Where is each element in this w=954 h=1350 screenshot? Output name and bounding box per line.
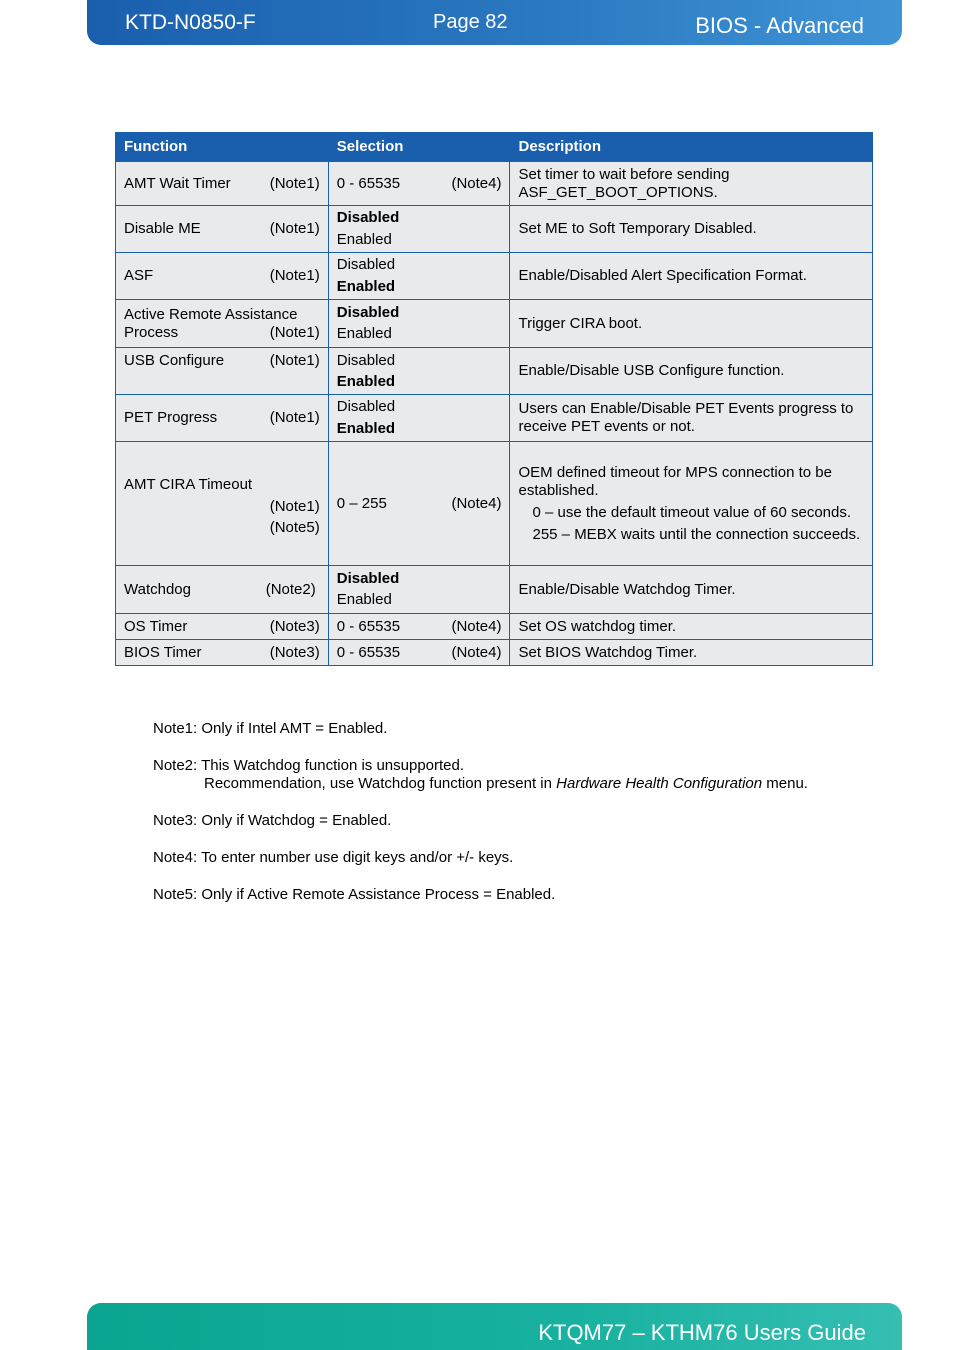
table-row	[116, 253, 873, 300]
table-row	[116, 640, 873, 666]
option: Enabled	[336, 231, 392, 248]
option: Disabled	[336, 256, 396, 273]
note-2-text-post: menu.	[762, 775, 808, 792]
selection-range: 0 - 65535	[336, 643, 401, 661]
option-default: Disabled	[336, 209, 400, 226]
function-name: OS Timer	[124, 617, 188, 635]
function-name: USB Configure	[124, 352, 225, 369]
selection-note: (Note4)	[451, 494, 502, 512]
option: Disabled	[336, 398, 396, 415]
function-name-cont: Process	[124, 323, 179, 341]
function-name: Watchdog	[124, 580, 191, 598]
note-2-recommendation	[153, 775, 808, 793]
function-name: AMT Wait Timer	[124, 174, 231, 192]
function-note: (Note3)	[269, 617, 320, 635]
table-row	[116, 206, 873, 253]
description-cell	[510, 442, 873, 566]
option: Enabled	[336, 591, 392, 608]
page-header	[87, 0, 902, 45]
selection-cell	[328, 442, 510, 566]
function-cell	[116, 395, 329, 442]
table-row	[116, 614, 873, 640]
table-row	[116, 395, 873, 442]
note-2-menu-name: Hardware Health Configuration	[556, 775, 763, 792]
option: Enabled	[336, 325, 392, 342]
function-note: (Note3)	[269, 643, 320, 661]
selection-range: 0 – 255	[336, 494, 387, 512]
note-4: Note4: To enter number use digit keys and/or +/- keys.	[153, 849, 514, 866]
table-row	[116, 162, 873, 206]
function-note: (Note1)	[269, 323, 320, 341]
selection-note: (Note4)	[451, 174, 502, 192]
selection-note: (Note4)	[451, 617, 502, 635]
table-header-row	[116, 133, 873, 162]
option-default: Enabled	[336, 278, 396, 295]
option-default: Disabled	[336, 304, 400, 321]
description-cell: Set ME to Soft Temporary Disabled.	[510, 206, 873, 253]
function-cell	[116, 640, 329, 666]
selection-cell	[328, 614, 510, 640]
function-cell	[116, 348, 329, 395]
function-cell	[116, 614, 329, 640]
function-cell	[116, 442, 329, 566]
function-cell	[116, 566, 329, 614]
selection-range: 0 - 65535	[336, 617, 401, 635]
selection-cell	[328, 253, 510, 300]
selection-range: 0 - 65535	[336, 174, 401, 192]
function-note: (Note5)	[269, 519, 320, 536]
selection-cell	[328, 395, 510, 442]
column-header-function: Function	[116, 133, 329, 162]
page-footer	[87, 1303, 902, 1350]
description-item: 255 – MEBX waits until the connection succeeds.	[532, 525, 861, 543]
description-cell: Set BIOS Watchdog Timer.	[510, 640, 873, 666]
function-note: (Note1)	[269, 174, 320, 192]
description-cell: Enable/Disabled Alert Specification Format.	[510, 253, 873, 300]
option-default: Disabled	[336, 570, 400, 587]
description-cell: Enable/Disable Watchdog Timer.	[510, 566, 873, 614]
option-default: Enabled	[336, 420, 396, 437]
selection-cell	[328, 640, 510, 666]
document-id: KTD-N0850-F	[125, 11, 256, 34]
selection-cell	[328, 206, 510, 253]
function-cell	[116, 253, 329, 300]
selection-note: (Note4)	[451, 643, 502, 661]
guide-title: KTQM77 – KTHM76 Users Guide	[538, 1320, 866, 1345]
selection-cell	[328, 348, 510, 395]
function-note: (Note1)	[269, 409, 320, 426]
note-2	[153, 757, 808, 793]
notes-section	[153, 720, 808, 923]
description-text: OEM defined timeout for MPS connection to be established.	[518, 463, 832, 499]
function-note: (Note1)	[269, 498, 320, 515]
table-row	[116, 300, 873, 348]
option: Disabled	[336, 351, 396, 369]
function-note: (Note1)	[269, 267, 320, 284]
column-header-description: Description	[510, 133, 873, 162]
description-cell: Set OS watchdog timer.	[510, 614, 873, 640]
option-default: Enabled	[336, 372, 396, 390]
function-name: ASF	[124, 267, 154, 284]
table-row	[116, 348, 873, 395]
function-cell	[116, 300, 329, 348]
function-name: Disable ME	[124, 220, 201, 237]
description-item: 0 – use the default timeout value of 60 seconds.	[532, 503, 852, 521]
description-cell: Trigger CIRA boot.	[510, 300, 873, 348]
section-title: BIOS - Advanced	[695, 13, 864, 38]
column-header-selection: Selection	[328, 133, 510, 162]
function-cell	[116, 162, 329, 206]
function-name: BIOS Timer	[124, 643, 202, 661]
selection-cell	[328, 162, 510, 206]
bios-settings-table	[115, 132, 873, 666]
description-cell: Users can Enable/Disable PET Events progress to receive PET events or not.	[510, 395, 873, 442]
note-3: Note3: Only if Watchdog = Enabled.	[153, 812, 392, 829]
function-note: (Note2)	[265, 580, 316, 598]
function-note: (Note1)	[269, 220, 320, 237]
selection-cell	[328, 300, 510, 348]
description-cell: Enable/Disable USB Configure function.	[510, 348, 873, 395]
note-2-text-pre: Recommendation, use Watchdog function present in	[204, 775, 557, 792]
table-row	[116, 442, 873, 566]
page-number: Page 82	[433, 11, 508, 33]
table-row	[116, 566, 873, 614]
note-1: Note1: Only if Intel AMT = Enabled.	[153, 720, 388, 737]
function-note: (Note1)	[269, 352, 320, 369]
note-5: Note5: Only if Active Remote Assistance Process = Enabled.	[153, 886, 556, 903]
function-name: AMT CIRA Timeout	[124, 476, 253, 493]
function-name: PET Progress	[124, 409, 218, 426]
function-cell	[116, 206, 329, 253]
function-name: Active Remote Assistance	[124, 305, 298, 323]
description-cell: Set timer to wait before sending ASF_GET_BOOT_OPTIONS.	[510, 162, 873, 206]
selection-cell	[328, 566, 510, 614]
note-2-text: Note2: This Watchdog function is unsupported.	[153, 757, 465, 774]
